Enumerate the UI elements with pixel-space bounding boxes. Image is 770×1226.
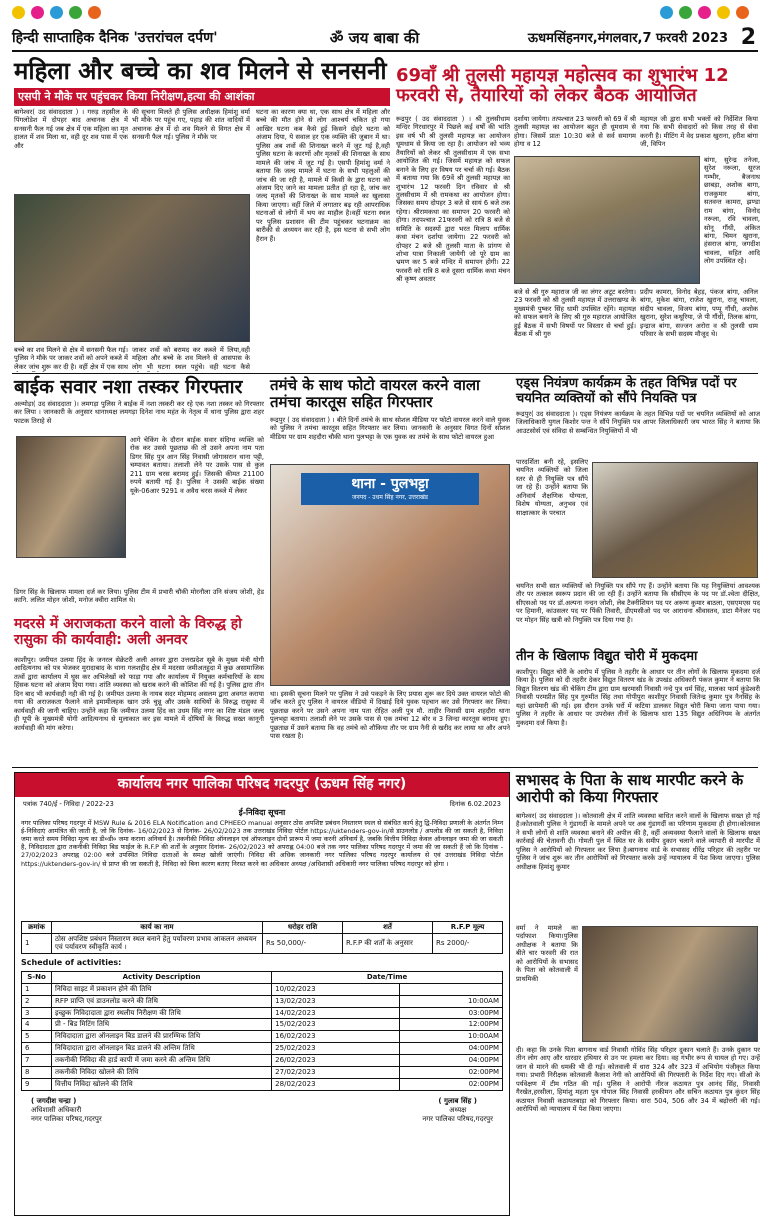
a4-headline: मदरसे में अराजकता करने वालो के विरुद्ध हो रासुका की कार्यवाही: अली अनवर: [14, 616, 242, 649]
schedule-cell: 02:00PM: [400, 1067, 503, 1079]
a5-lead: रूद्रपुर ( उद संवाददाता ) । बीते दिनों तमंचे के साथ सोशल मीडिया पर फोटो वायरल करने वाले युवक को पुलिस ने तमंचा कारतूस सहित गिरफ्तार कर लिया। जानकारी के अनुसार विगत दिनों सोशल मीडिया पर ग्राम शहदौरा चौकी थाना पुलभट्टा के एक युवक का तमंचे के साथ फोटो वायरल हुआ: [270, 416, 510, 441]
masthead-title: हिन्दी साप्ताहिक दैनिक 'उत्तरांचल दर्पण': [12, 30, 218, 47]
a2-col2: दर्शाया जायेगा। तत्पश्चात 23 फरवरी को 69 वें श्री तुलसी महायज्ञ का आयोजन बहुत ही धूमधाम से होगा। जिसमें प्रातः 10:30 बजे से सर्व समागम होगा व 12: [514, 115, 636, 149]
schedule-cell: 27/02/2023: [272, 1067, 400, 1079]
a8-tail: दी। कहा कि उनके पिता बागनाथ वार्ड निवासी गोविंद सिंह परिहार दुकान चलाते हैं। उनके दुकान पर तीन लोग आए और धारदार हथियार से उन पर हमला कर दिया। वह गंभीर रूप से घायल हो गए। उन्हें जान से मारने की धमकी भी दी गई। कोतवाली में धारा 324 और 323 में अभियोग पंजीकृत किया गया। प्रभारी निरीक्षक कोतवाली कैलाश नेगी को आरोपियों की गिरफ्तारी के निर्देश दिए गए। सीओ के पर्यवेक्षण में टीम गठित की गई। पुलिस ने आरोपी नीरज कठायत पुत्र आनंद सिंह, निवासी गैरखेत,हरसीला, हिमांशु महता पुत्र गोपाल सिंह निवासी हरकीमन और सचिन कठायत पुत्र कुंदन सिंह कठायत निवासी कठायतबाड़ा को गिरफ्तार किया। धारा 504, 506 और 34 में बढ़ोत्तरी की गई। आरोपियों को न्यायालय में पेश किया जाएगा।: [516, 1046, 760, 1114]
schedule-cell: 03:00PM: [400, 1007, 503, 1019]
a6-lead: रूद्रपुर( उद संवाददाता )। एड्स नियंत्रण कार्यक्रम के तहत विभिन्न पदों पर चयनित व्यक्तियों को आज जिलाधिकारी युगल किशोर पन्त ने सौंपे नियुक्ति पत्र आपर जिलाधिकारी जय भारत सिंह ने बताया कि आउटसोर्स एवं संविदा से सम्बन्धित नियुक्तियों में भी: [516, 410, 760, 435]
a2-col5: बजे से श्री गुरु महाराज जी का लंगर अटूट बरतेगा। 23 फरवरी को श्री तुलसी महायज्ञ में उत्तराखण्ड के मुख्यमंत्री पुष्कर सिंह धामी उपस्थित रहेंगे। महायज्ञ को सफल बनाने के लिए श्री गुरु महाराज आयोजित हुई बैठक में सभी विषयों पर विस्तार से चर्चा हुई। बैठक में श्री गुरु: [514, 288, 636, 339]
schedule-cell: 4: [22, 1019, 52, 1031]
schedule-cell: 28/02/2023: [272, 1079, 400, 1091]
page-header: [12, 25, 758, 52]
tender-heading: ई-निविदा सूचना: [238, 808, 286, 818]
schedule-cell: 3: [22, 1007, 52, 1019]
masthead-slogan: ॐ जय बाबा की: [329, 29, 420, 48]
work-cell: 1: [22, 933, 52, 954]
schedule-cell: 5: [22, 1031, 52, 1043]
a1-caption-right: जाकर शवों को बरामद कर कब्जे में लिया,वही महिला और बच्चे के शव मिलने से आसपास के लोग भी घटना स्थल पहुंचे। वही घटना कैसे: [132, 346, 250, 371]
schedule-cell: 6: [22, 1043, 52, 1055]
a1-col3: घटना का कारण क्या था, एक साथ क्षेत्र में महिला और बच्चे की मौत होने से लोग आश्चर्य चकित हो गया आखिर घटना कब कैसे हुई किसने दोहरे घटना को अंजाम दिया, ये सवाल हर एक व्यक्ति की जुबान में था। पुलिस अब शवों की शिनाख्त करने में जुट गई है,वही पुलिस घटना के कारणों और मृतकों की शिनाख्त के साथ मामले की जांच में जुट गई है। एसपी हिमांशु वर्मा ने बताया कि जल्द मामले में घटना के सभी पहलुओं की जांच की जा रही है, मामले में किसी के द्वारा घटना को अंजाम दिए जाने का मामला प्रतीत हो रहा है, जांच कर जल्द मृतकों की शिनाख्त के साथ मामले का खुलासा किया जाएगा। वहीं जिले में लगातार बढ़ रही आपराधिक घटनाओं से लोगों में भय का माहौल है।वहीं घटना स्थल पर पुलिस प्रशासन की टीम पहुंचकर घटनाक्रम का बारीकी से अध्ययन कर रही है, इस घटना से सभी लोग हैरान हैं।: [256, 108, 390, 243]
table-row: [22, 1007, 503, 1019]
schedule-cell: वित्तीय निविदा खोलने की तिथि: [52, 1079, 272, 1091]
tender-work-table: [21, 921, 503, 955]
divider-2: [12, 767, 758, 768]
a1-col2: की सूचना मिलते ही पुलिस अधीक्षक हिमांशु वर्मा भी मौके पर पहुंच गए, पहाड़ की शांत वादियों में अचानक क्षेत्र में दो शव मिलने से विगत क्षेत्र में सनसनी फैल गई। पुलिस ने मौके पर: [132, 108, 250, 142]
tender-ref: पत्रांक 740/ई - निविदा / 2022-23: [23, 799, 114, 808]
work-cell: Rs 2000/-: [433, 933, 503, 954]
a3-col2: आगे चेकिंग के दौरान बाईक सवार संदिग्ध व्यक्ति को रोक कर उससे पूछताछ की तो उसने अपना नाम पता डिगर सिंह पुत्र आन सिंह निवासी जोगासरान थाना पट्टी, चम्पावत बताया। तलाशी लेने पर उसके पास से कुल 211 ग्राम चरस बरामद हुई। जिसकी कीमत 21100 रुपये बतायी गई है। पुलिस ने उसकी बाईक संख्या यूके-06आर 9291 व अवैध चरस कब्जे में लेकर: [130, 436, 264, 495]
schedule-cell: तकनीकी निविदा की हार्ड कापी में जमा करने की अन्तिम तिथि: [52, 1055, 272, 1067]
schedule-cell: 16/02/2023: [272, 1031, 400, 1043]
table-row: [22, 1079, 503, 1091]
a6-side: पारदर्शिता बनी रहे, इसलिए चयनित व्यक्तियों को जिला स्तर से ही नियुक्ति पत्र सौंपे जा रहे हैं। उन्होंने बताया कि अनिवार्य शैक्षणिक योग्यता, विशेष योग्यता, अनुभव एवं साक्षात्कार के परचात: [516, 458, 588, 517]
table-row: [22, 1019, 503, 1031]
a8-photo-arrest: [582, 926, 758, 1042]
a3-photo-arrest: [16, 436, 126, 558]
a3-headline: बाईक सवार नशा तस्कर गिरफ्तार: [14, 376, 243, 398]
a8-lead: बागेश्वर( उद संवाददाता )। कोतवाली क्षेत्र में शांति व्यवस्था बाधित करने वालों के खिलाफ सख्त हो गई है।कोतवाली पुलिस ने गुंडागर्दी के मामले अपने पर अब गुंडागर्दी का परिणाम मुकदमा ही होगा।कोतवाल ने सभी लोगों से शांति व्यवस्था बनाने की अपील की है, वहीं अव्यवस्था फैलाने वालों के खिलाफ सख्त कार्रवाई की चेतावनी दी। गोमती पुल में स्थित घर के समीप दुकान चलाने वाले व्यापारी से मारपीट में पुलिस ने आरोपियों को गिरफ्तार कर लिया है।बागनाथ वार्ड के सभासद धीरेंद्र परिहार की तहरीर पर पुलिस ने जांच शुरू कर तीन आरोपियों को गिरफ्तार करके उन्हें न्यायालय में पेश किया जाएगा। पुलिस अधीक्षक हिमांशु कुमार: [516, 812, 760, 871]
schedule-cell: 10:00AM: [400, 1031, 503, 1043]
a3-col1: अल्मोड़ा( उद संवाददाता )। लमगड़ा पुलिस ने बाईक में नशा तस्करी कर रहे एक नशा तस्कर को गिरफ्तार कर लिया । जानकारी के अनुसार थानाध्यक्ष लमगड़ा दिनेश नाथ महंत के नेतृत्व में थाना पुलिस द्वारा शहर फाटक तिराहे से: [14, 400, 264, 425]
work-cell: ठोस अपशिष्ट प्रबंधन निस्तारण स्थल बनाने हेतु पर्यावरण प्रभाव आकलन अध्ययन एवं पर्यावरण स्वीकृति कार्य ।: [52, 933, 263, 954]
a7-headline: तीन के खिलाफ विद्युत चोरी में मुकदमा: [516, 649, 698, 664]
a8-headline: सभासद के पिता के साथ मारपीट करने के आरोपी को किया गिरफ्तार: [516, 771, 744, 807]
table-row: [22, 1043, 503, 1055]
a3-col3: डिगर सिंह के खिलाफ मामला दर्ज कर लिया। पुलिस टीम में प्रभारी चौकी मोरनौला उनि संजय जोशी, हेड कानि. ललित मोहन जोशी, मनोज क्वीरा शामिल थे।: [14, 588, 264, 605]
table-row: [22, 1031, 503, 1043]
table-row: [22, 933, 503, 954]
schedule-table: [21, 971, 503, 1092]
tender-banner: कार्यालय नगर पालिका परिषद गदरपुर (ऊधम सिंह नगर): [15, 773, 509, 797]
a2-headline: 69वाँ श्री तुलसी महायज्ञ महोत्सव का शुभारंभ 12 फरवरी से, तैयारियों को लेकर बैठक आयोजित: [396, 65, 729, 106]
schedule-header: Activity Description: [52, 971, 272, 983]
schedule-cell: 14/02/2023: [272, 1007, 400, 1019]
divider-1: [12, 373, 758, 374]
dateline: ऊधमसिंहनगर,मंगलवार,7 फरवरी 2023: [527, 30, 728, 46]
schedule-cell: 02:00PM: [400, 1079, 503, 1091]
a5-headline: तमंचे के साथ फोटो वायरल करने वाला तमंचा कारतूस सहित गिरफ्तार: [270, 376, 480, 412]
om-icon: ॐ: [329, 29, 344, 48]
schedule-cell: निविदा साइट में प्रकाशन होने की तिथि: [52, 983, 272, 995]
schedule-cell: इच्छुक निविदादाता द्वारा स्थलीय निरीक्षण की तिथि: [52, 1007, 272, 1019]
table-row: [22, 1067, 503, 1079]
schedule-header: S-No: [22, 971, 52, 983]
a5-photo-police: [270, 464, 510, 686]
work-cell: R.F.P की शर्तों के अनुसार: [343, 933, 433, 954]
a1-col1: बागेश्वर( उद संवाददाता ) । गरुड़ तहसील के पिंगलोडेश में दोपहर बाद अचानक क्षेत्र में सनसनी फैल गई जब क्षेत्र में एक महिला का मृत हालत में शव मिला था, वही दूर शव पास में एक और: [14, 108, 128, 150]
color-dots-right: [660, 6, 749, 19]
a6-headline: एड्स नियंत्रण कार्यक्रम के तहत विभिन्न पदों पर चयनित व्यक्तियों को सौंपे नियक्ति पत्र: [516, 376, 737, 406]
a6-tail: चयनित सभी सात व्यक्तियों को नियुक्ति पत्र सौंपे गए हैं। उन्होंने बताया कि यह नियुक्तियां आवश्यक तौर पर तत्काल स्वरूप प्रदान की जा रही हैं। उन्होंने बताया कि सीसीएम के पद पर डॉ.श्वेता दीक्षित, सीएसओ पद पर डॉ.अल्पना नन्दन जोशी, लेब टैक्नीशियन पद पर अरूण कुमार बाठला, एसएमएस पद पर हिमानी, कांउसलर पद पर पिंकी तिवारी, डीएमसीओ पद पर आराधना श्रीवास्तव, डाटा मैनेजर पद पर मोहन सिंह खत्री को नियुक्ति पत्र दिया गया है।: [516, 582, 760, 624]
a2-col3: महायज्ञ जी द्वारा सभी भक्तों को निर्देशित किया गया कि सभी सेवादारों को किस तरह से सेवा करनी है। मीटिंग में वेद प्रकाश खुराना, हरीश बांगा जी, विपिन: [640, 115, 758, 149]
work-cell: Rs 50,000/-: [263, 933, 343, 954]
tender-notice: [14, 772, 510, 1216]
police-station-sign: थाना - पुलभट्टा जनपद - उधम सिंह नगर, उत्तराखंड: [301, 473, 479, 505]
work-header: R.F.P मूल्य: [433, 921, 503, 933]
work-header: शर्ते: [343, 921, 433, 933]
schedule-cell: 15/02/2023: [272, 1019, 400, 1031]
a7-body: काशीपुर। विद्युत चोरी के आरोप में पुलिस ने तहरीर के आधार पर तीन लोगों के खिलाफ मुकदमा दर्ज किया है। पुलिस को दी तहरीर देकर विद्युत वितरण खंड के उपखंड अधिकारी पंकज कुमार ने बताया कि विद्युत वितरण खंड की चेकिंग टीम द्वारा ग्राम खरमासी निवासी नन्दे पुत्र धर्म सिंह, मालका फार्म कुंडेश्वरी निवासी परमप्रीत सिंह पुत्र गुरुमीत सिंह तथा गोपीपुरा काशीपुर निवासी जितेन्द्र कुमार पुत्र नैनसिंह के यहां छापेमारी की गई। इस दौरान उनके घरों में कटिया डालकर विद्युत चोरी किया जाना पाया गया। पुलिस ने तहरीर के आधार पर उपरोक्त तीनों के खिलाफ धारा 135 विद्युत अधिनियम के अंतर्गत मुकदमा दर्ज किया है।: [516, 668, 760, 727]
a1-headline: महिला और बच्चे का शव मिलने से सनसनी: [14, 57, 387, 85]
tender-body: नगर पालिका परिषद गदरपुर में MSW Rule & 2016 ELA Notification and CPHEEO manual अनुसार ठोस अपशिष्ट प्रबंधन निस्तारण स्थल से संबंधित कार्य हेतु द्वि-निविदा प्रणाली के अंतर्गत निम्न ई-निविदाएं आमंत्रित की जाती है, जो कि दिनांक- 16/02/2023 से दिनांक- 26/02/2023 तक उत्तराखंड निविदा पोर्टल https://uktenders-gov-in/से डाउनलोड / अपलोड की जा सकती है, निविदा जमा करते समय निविदा मूल्य का डी०डी० जमा कराना अनिवार्य है। तकनीकी निविदा ऑनलाइन एवं ऑफलाइन दोनों प्रारूप में जमा करनी अनिवार्य है, जबकि वित्तीय निविदा केवल ऑनलाइन जमा की जा सकती है, निविदादाता द्वारा तकनीकी निविदा बिड फाईल के R.F.P की शर्तों के अनुसार दिनांक- 26/02/2023 को अपराह्न 04:00 बजे तक नगर पालिका परिषद गदरपुर में जमा की जा सकती हैं जो कि दिनांक - 27/02/2023 अपराह्न 02:00 बजे उपस्थित निविदा दाताओं के समक्ष खोली जाएंगी। निविदा की अधिक जानकारी नगर पालिका परिषद गदरपुर कार्यालय से एवं उत्तराखंड निविदा पोर्टल https://uktenders-gov-in/ से प्राप्त की जा सकती है, निविदा को बिना कारण बताए निरस्त करने का अधिकार अध्यक्ष /अधिशासी अधिकारी नगर पालिका परिषद गदरपुर को होगा ।: [21, 818, 503, 868]
schedule-cell: 2: [22, 995, 52, 1007]
page-number: 2: [740, 25, 756, 50]
a5-tail: था। इसकी सूचना मिलने पर पुलिस ने उसे पकड़ने के लिए प्रयास शुरू कर दिये उक्त वायरल फोटो की जाँच करते हुए पुलिस ने वायरल वीडियो में दिखाई दिये युवक पहचान कर उसे गिरफ्तार कर लिया। पूछताछ करने पर उसने अपना नाम पता रोहित अली पुत्र मौ. ताहीर निवासी ग्राम शहदौरा थाना पुलभट्टा बताया। तलाशी लेने पर उसके पास से एक तमंचा 12 बोर व 3 जिन्दा कारतूस बरामद हुए। पूछताछ में उसने बताया कि वह तमंचे को शौकिया तौर पर ग्राम नैनी से खरीद कर लाया था और अपने पास रखता है।: [270, 690, 510, 741]
schedule-cell: 26/02/2023: [272, 1055, 400, 1067]
a1-caption-left: बच्चे का शव मिलने से क्षेत्र में सनसनी फैल गई। पुलिस ने मौके पर जाकर शवों को अपने कब्जे में लेकर जांच शुरू कर दी है। वहीं क्षेत्र में एक साथ: [14, 346, 128, 371]
a4-body: काशीपुर। जमीयत उलमा हिंद के जनरल सेक्रेटरी अली अनवर द्वारा उत्तरप्रदेश सूबे के मुख्य मंत्री योगी आदित्यनाथ को पत्र भेजकर मुरादाबाद के थाना गलशहीद क्षेत्र में मदरसा जमीअतहुदा में कुछ असामाजिक तत्वों द्वारा कार्यालय में घुस कर अभिलेखों को फाड़ा गया और कार्यालय में नियुक्त कर्मचारियों के साथ हिंसक घटना को अंजाम दिया गया। शांति व्यवस्था को खराब करने की कोशिश की गई है। पुलिस द्वारा तीन दिन बाद भी कार्यवाही नही की गई है। जमीयत उलमा के नायब सदर मोहम्मद असलम द्वारा अवगत कराया गया की अराजकता फैलाने वाले इमामीलहक खान उर्फ चुन्नू और उसके साथियों के विरुद्ध रासुका में कार्यवाही की जानी चाहिए। उन्होंने कहा कि जमीयत उलमा हिंद का उधम सिंह नगर का शिष्ट मंडल जल्द ही यूपी के मुख्यमंत्री योगी आदित्यनाथ से मुलाकात कर इस मामले में दोषियों के विरुद्ध सख्त कानूनी कार्यवाही की मांग करेगा।: [14, 656, 264, 732]
a2-photo-meeting: [514, 156, 700, 284]
work-header: धरोहर राशि: [263, 921, 343, 933]
a1-photo-bodies: [14, 194, 250, 342]
schedule-cell: RFP प्राप्ति एवं डाउनलोड करने की तिथि: [52, 995, 272, 1007]
tender-date: दिनांक 6.02.2023: [449, 799, 501, 808]
schedule-cell: 9: [22, 1079, 52, 1091]
a6-photo-appointment: [592, 462, 758, 578]
a2-col4: बांगा, सुरेन्द्र तनेजा, सुरेश नरूला, सूरज गम्भीर, बैजनाथ छाबड़ा, अशोक बागा, राजकुमार बांगा, सतवन्त कामरा, झण्डा राम बांगा, विनोद नरूला, रवि चावला, सोनू गौंधी, अंकित बांगा, चिमन खुराना, हंसराज बांगा, जगदीश चावला, सहित आदि लोग उपस्थित रहे।: [704, 156, 760, 266]
schedule-cell: 04:00PM: [400, 1055, 503, 1067]
table-row: [22, 1055, 503, 1067]
schedule-cell: तकनीकी निविदा खोलने की तिथि: [52, 1067, 272, 1079]
schedule-cell: 25/02/2023: [272, 1043, 400, 1055]
work-header: क्रमांक: [22, 921, 52, 933]
schedule-cell: [400, 983, 503, 995]
a8-side: वर्मा ने मामले का पर्दाफाश किया।पुलिस अधीक्षक ने बताया कि बीते चार फरवरी की रात को आरोपियों के सभासद के पिता को कोतवाली में प्राथमिकी: [516, 924, 578, 983]
a2-col1: रूद्रपुर ( उद संवाददाता ) । श्री तुलसीधाम मन्दिर गिरधारपुर में पिछले कई वर्षों की भांति इस वर्ष भी श्री तुलसी महायज्ञ का आयोजन धूमधाम से किया जा रहा है। आयोजन को भव्य तैयारियों को लेकर श्री तुलसीधाम में एक सभा आयोजित की गई। जिसमें महायज्ञ को सफल बनाने के लिए हर विषय पर चर्चा की गई। बैठक में बताया गया कि 69वें श्री तुलसी महायज्ञ का शुभारंभ 12 फरवरी दिन रविवार से श्री तुलसीधाम में श्री रामकथा का आयोजन होगा। जिसका समय दोपहर 3 बजे से सायं 6 बजे तक रहेगा। श्रीरामकथा का समापन 20 फरवरी को होगा। तदपश्चात 21फरवरी को रात्रि 8 बजे से समिति के सदस्यों द्वारा भरत मिलाप धार्मिक कथा मंचन दर्शाया जायेगा। 22 फरवरी को दोपहर 2 बजे श्री तुलसी माता के प्रांगण से शोभा यात्रा निकाली जायेगी जो पूरे ग्राम का भ्रमण कर 5 बजे मन्दिर में समापन होगी। 22 फरवरी को रात्रि 8 बजे दूसरा धार्मिक कथा मंचन श्री कृष्ण अवतार: [396, 115, 510, 284]
schedule-header: Date/Time: [272, 971, 503, 983]
schedule-cell: 04:00PM: [400, 1043, 503, 1055]
table-row: [22, 995, 503, 1007]
schedule-cell: 13/02/2023: [272, 995, 400, 1007]
schedule-cell: निविदादाता द्वारा ऑनलाइन बिड डालने की अन्तिम तिथि: [52, 1043, 272, 1055]
schedule-cell: प्री - बिड मिटिंग तिथि: [52, 1019, 272, 1031]
schedule-cell: 1: [22, 983, 52, 995]
schedule-title: Schedule of activities:: [21, 958, 122, 968]
signature-right: ( गुलाब सिंह ) अध्यक्ष नगर पालिका परिषद,गदरपुर: [422, 1097, 493, 1124]
color-dots-left: [12, 6, 101, 19]
a1-subheadline: एसपी ने मौके पर पहुंचकर किया निरीक्षण,हत्या की आशंका: [14, 88, 390, 106]
table-row: [22, 983, 503, 995]
schedule-cell: 12:00PM: [400, 1019, 503, 1031]
schedule-cell: निविदादाता द्वारा ऑनलाइन बिड डालने की प्रारम्भिक तिथि: [52, 1031, 272, 1043]
schedule-cell: 10/02/2023: [272, 983, 400, 995]
work-header: कार्य का नाम: [52, 921, 263, 933]
signature-left: ( जगदीश चन्द्रा ) अधिशासी अधिकारी नगर पालिका परिषद,गदरपुर: [31, 1097, 102, 1124]
a2-col6: प्रदीप कामरा, विनोद बेहड़, पंकज बांगा, अनिल बांगा, मुकेश बांगा, राजेश खुराना, राजू चावला, संदीप चावला, विजय बांगा, पप्पू गौंधी, अशोक खुराना, सुरेश कथूरिया, जे पी गौंधी, तिलक बांगा, इन्द्राज बांगा, सज्जन अरोरा व श्री तुलसी धाम परिवार के सभी सदस्य मौजूद थे।: [640, 288, 758, 339]
schedule-cell: 10:00AM: [400, 995, 503, 1007]
schedule-cell: 8: [22, 1067, 52, 1079]
schedule-cell: 7: [22, 1055, 52, 1067]
